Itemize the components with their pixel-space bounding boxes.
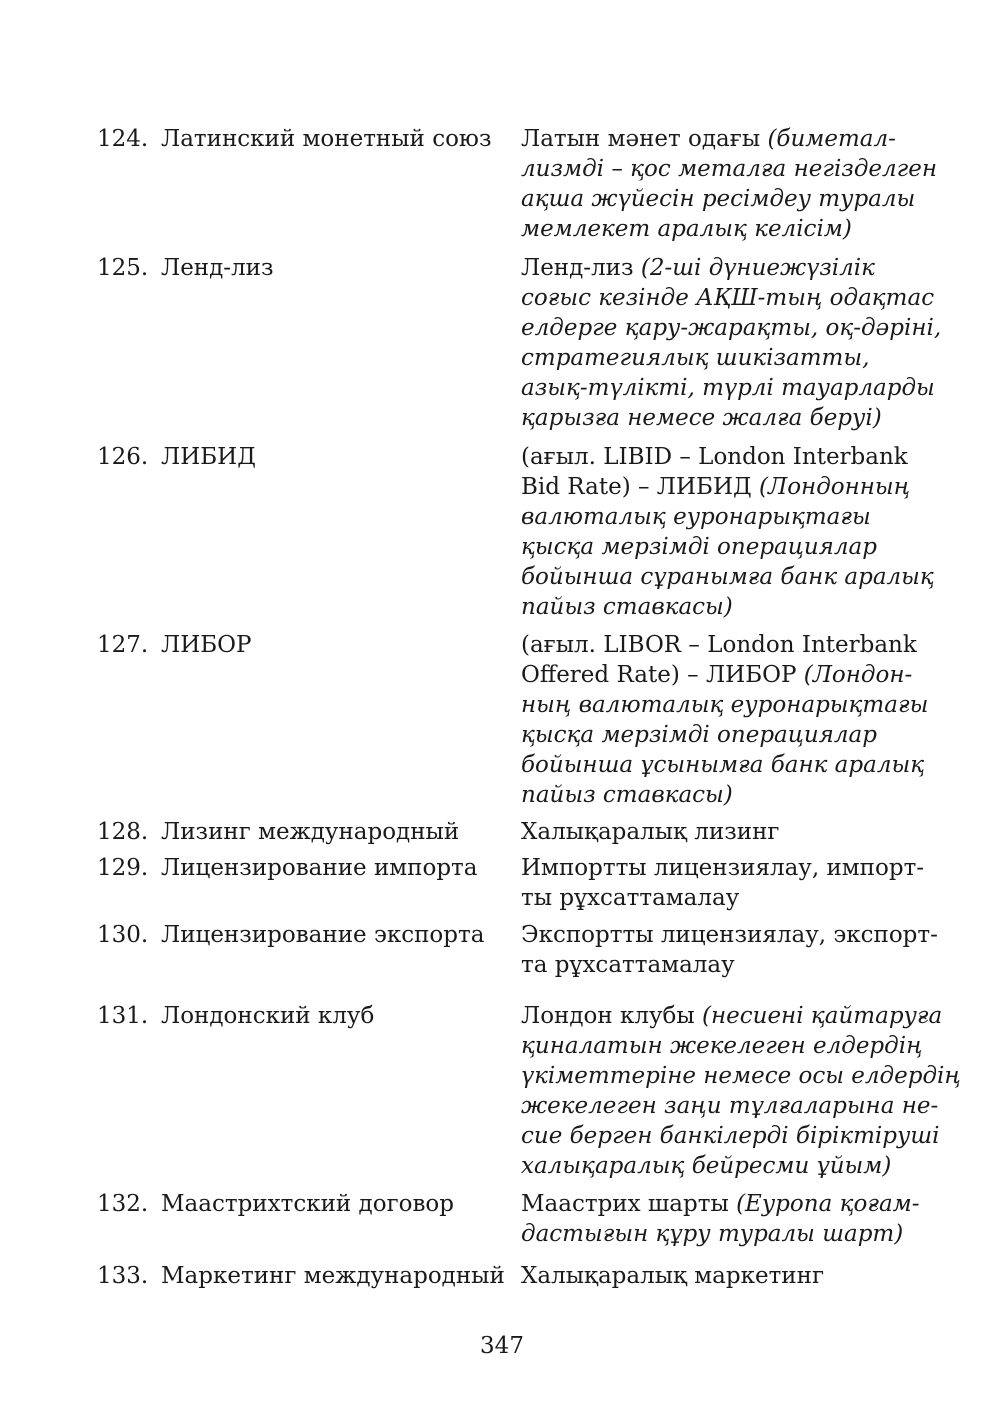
definition-italic-text: ның валюталық еуронарықтағы [521,692,929,718]
definition-text: та рұхсаттамалау [521,952,735,978]
entry-128 [97,817,917,847]
definition-italic-text: (Еуропа қоғам- [736,1191,920,1217]
kazakh-definition [521,442,934,622]
kazakh-definition [521,853,925,913]
entry-number: 125. [97,255,149,281]
definition-line [521,283,935,313]
definition-line [521,1091,939,1121]
entry-125 [97,253,942,431]
entry-129 [97,853,925,911]
definition-text: Маастрих шарты [521,1191,737,1217]
entry-127 [97,630,929,808]
definition-line [521,1219,921,1249]
definition-italic-text: (Лондонның [759,474,911,500]
kazakh-definition [521,253,942,433]
definition-line [521,920,938,950]
definition-line [521,950,921,980]
definition-italic-text: мемлекет аралық келісім) [521,216,852,242]
definition-line [521,750,925,780]
definition-italic-text: бойынша ұсынымға банк аралық [521,752,925,778]
definition-italic-text: жекелеген заңи тұлғаларына не- [521,1093,939,1119]
russian-term: Лизинг международный [161,819,460,845]
russian-term: ЛИБОР [161,632,252,658]
kazakh-definition [521,817,921,847]
russian-term: ЛИБИД [161,444,256,470]
definition-line [521,184,921,214]
definition-text: (ағыл. LIBOR – London Interbank [521,632,917,658]
definition-italic-text: (2-ші дүниежүзілік [640,255,875,281]
definition-line [521,1121,940,1151]
definition-line [521,442,921,472]
definition-text: Экспортты лицензиялау, экспорт- [521,922,938,948]
definition-line [521,124,921,154]
definition-italic-text: пайыз ставкасы) [521,594,733,620]
definition-line [521,472,921,502]
definition-italic-text: дастығын құру туралы шарт) [521,1221,904,1247]
kazakh-definition [521,630,929,810]
kazakh-definition [521,1261,921,1291]
definition-italic-text: қиналатын жекелеген елдердің [521,1033,923,1059]
definition-italic-text: пайыз ставкасы) [521,782,733,808]
definition-line [521,502,921,532]
definition-italic-text: (Лондон- [803,662,913,688]
definition-text: Халықаралық лизинг [521,819,780,845]
definition-italic-text: қысқа мерзімді операциялар [521,534,877,560]
definition-text: Ленд-лиз [521,255,641,281]
russian-term: Лицензирование экспорта [161,922,485,948]
entry-number: 130. [97,922,149,948]
definition-italic-text: қарызға немесе жалға беруі) [521,405,882,431]
definition-line [521,690,929,720]
definition-text: Импортты лицензиялау, импорт- [521,855,925,881]
definition-text: ты рұхсаттамалау [521,885,740,911]
entry-number: 132. [97,1191,149,1217]
definition-italic-text: ақша жүйесін ресімдеу туралы [521,186,916,212]
definition-line [521,154,938,184]
definition-line [521,1151,921,1181]
definition-line [521,780,921,810]
definition-line [521,313,942,343]
definition-text: Латын мәнет одағы [521,126,768,152]
entry-number: 133. [97,1263,149,1289]
entry-number: 129. [97,855,149,881]
kazakh-definition [521,1001,961,1181]
definition-italic-text: халықаралық бейресми ұйым) [521,1153,892,1179]
entry-number: 126. [97,444,149,470]
entry-124 [97,124,938,242]
definition-text: (ағыл. LIBID – London Interbank [521,444,908,470]
definition-line [521,373,935,403]
definition-text: Халықаралық маркетинг [521,1263,824,1289]
definition-italic-text: сие берген банкілерді біріктіруші [521,1123,940,1149]
russian-term: Маастрихтский договор [161,1191,454,1217]
definition-line [521,817,921,847]
entry-126 [97,442,934,620]
definition-line [521,853,925,883]
entry-number: 127. [97,632,149,658]
definition-italic-text: лизмді – қос металға негізделген [521,156,938,182]
definition-line [521,883,921,913]
definition-text: Лондон клубы [521,1003,703,1029]
definition-italic-text: валюталық еуронарықтағы [521,504,871,530]
definition-text: Offered Rate) – ЛИБОР [521,662,804,688]
russian-term: Ленд-лиз [161,255,274,281]
definition-line [521,1061,961,1091]
definition-line [521,1261,921,1291]
russian-term: Лондонский клуб [161,1003,375,1029]
definition-italic-text: азық-түлікті, түрлі тауарларды [521,375,935,401]
russian-term: Маркетинг международный [161,1263,505,1289]
entry-132 [97,1189,920,1247]
entry-number: 128. [97,819,149,845]
entry-number: 131. [97,1003,149,1029]
definition-italic-text: (биметал- [767,126,896,152]
definition-line [521,1189,921,1219]
entry-number: 124. [97,126,149,152]
kazakh-definition [521,124,938,244]
definition-line [521,343,921,373]
definition-line [521,1001,943,1031]
definition-italic-text: бойынша сұранымға банк аралық [521,564,934,590]
definition-italic-text: стратегиялық шикізатты, [521,345,870,371]
definition-line [521,630,921,660]
kazakh-definition [521,920,938,980]
definition-line [521,720,921,750]
definition-line [521,403,921,433]
definition-line [521,214,921,244]
definition-line [521,1031,921,1061]
entry-133 [97,1261,917,1291]
russian-term: Лицензирование импорта [161,855,478,881]
russian-term: Латинский монетный союз [161,126,492,152]
definition-line [521,660,921,690]
definition-italic-text: (несиені қайтаруға [702,1003,943,1029]
definition-line [521,532,921,562]
kazakh-definition [521,1189,921,1249]
page-number: 347 [480,1333,524,1359]
definition-text: Bid Rate) – ЛИБИД [521,474,760,500]
entry-130 [97,920,938,978]
definition-line [521,562,934,592]
definition-italic-text: елдерге қару-жарақты, оқ-дәріні, [521,315,942,341]
definition-italic-text: үкіметтеріне немесе осы елдердің [521,1063,961,1089]
entry-131 [97,1001,961,1179]
definition-italic-text: соғыс кезінде АҚШ-тың одақтас [521,285,935,311]
definition-italic-text: қысқа мерзімді операциялар [521,722,877,748]
definition-line [521,253,921,283]
definition-line [521,592,921,622]
